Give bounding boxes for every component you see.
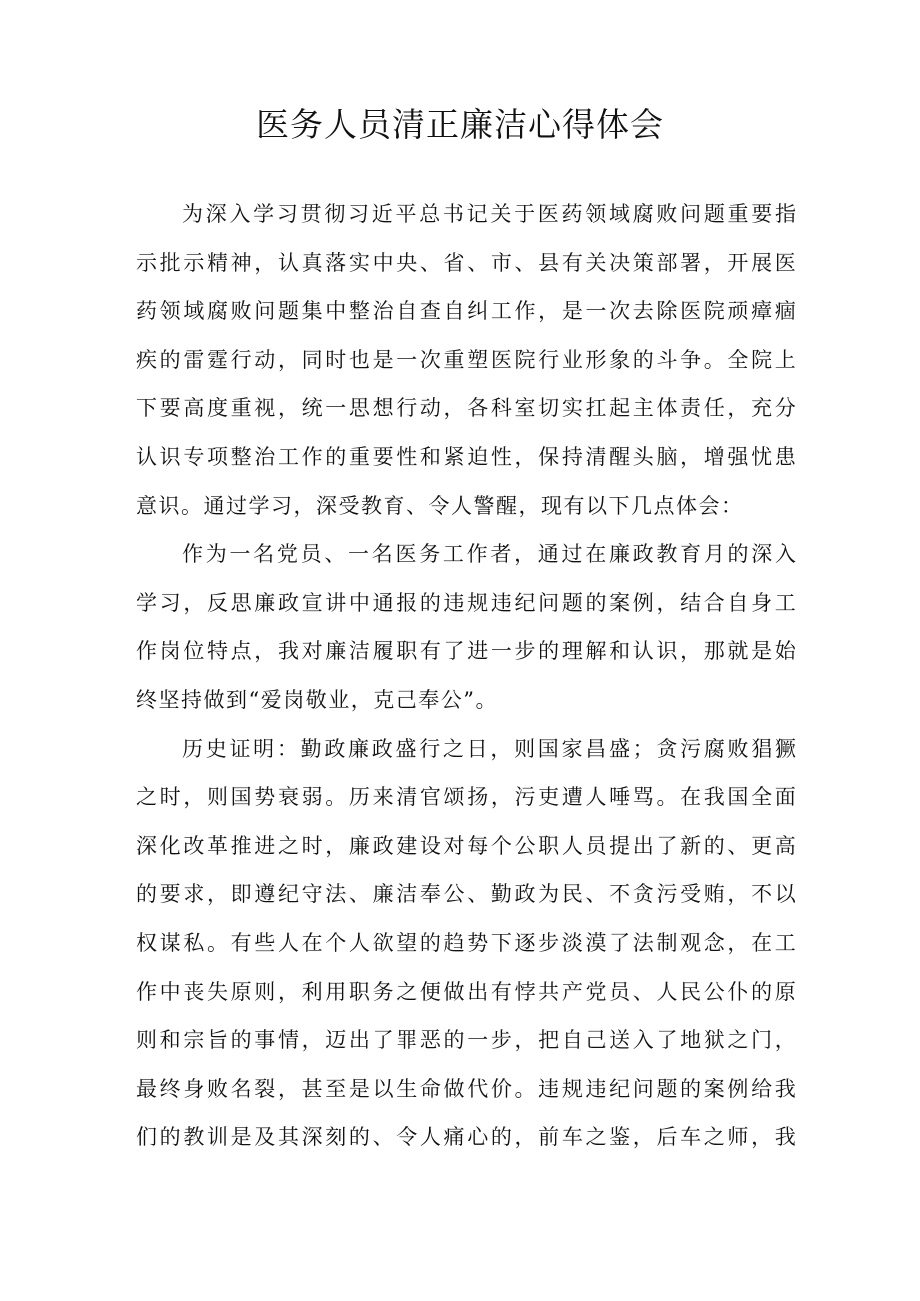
body-line: 意识。通过学习，深受教育、令人警醒，现有以下几点体会： [136,493,744,518]
body-line: 之 时 ， 则 国 势 衰 弱 。 历 来 清 官 颂 扬 ， 污 吏 遭 人 唾 骂 。 在 我 国 全 面 [136,785,796,810]
body-line: 为 深 入 学 习 贯 彻 习 近 平 总 书 记 关 于 医 药 领 域 腐 败 问 题 重 要 指 [182,202,796,226]
body-line: 认 识 专 项 整 治 工 作 的 重 要 性 和 紧 迫 性 ， 保 持 清 醒 头 脑 ， 增 强 忧 患 [136,444,796,469]
body-line: 终坚持做到“爱岗敬业，克己奉公”。 [136,687,498,712]
body-line: 作 岗 位 特 点 ， 我 对 廉 洁 履 职 有 了 进 一 步 的 理 解 和 认 识 ， 那 就 是 始 [136,639,796,664]
body-line: 作 中 丧 失 原 则 ， 利 用 职 务 之 便 做 出 有 悖 共 产 党 员 、 人 民 公 仆 的 原 [136,979,796,1004]
body-line: 最 终 身 败 名 裂 ， 甚 至 是 以 生 命 做 代 价 。 违 规 违 纪 问 题 的 案 例 给 我 [136,1076,796,1101]
body-line: 则 和 宗 旨 的 事 情 ， 迈 出 了 罪 恶 的 一 步 ， 把 自 己 送 入 了 地 狱 之 门 ， [136,1028,796,1053]
body-line: 的 要 求 ， 即 遵 纪 守 法 、 廉 洁 奉 公 、 勤 政 为 民 、 不 贪 污 受 贿 ， 不 以 [136,882,796,907]
body-line: 学 习 ， 反 思 廉 政 宣 讲 中 通 报 的 违 规 违 纪 问 题 的 案 例 ， 结 合 自 身 工 [136,590,796,615]
body-line: 作 为 一 名 党 员 、 一 名 医 务 工 作 者 ， 通 过 在 廉 政 教 育 月 的 深 入 [182,542,796,567]
body-line: 示 批 示 精 神 ， 认 真 落 实 中 央 、 省 、 市 、 县 有 关 决 策 部 署 ， 开 展 医 [136,250,796,275]
body-line: 权 谋 私 。 有 些 人 在 个 人 欲 望 的 趋 势 下 逐 步 淡 漠 了 法 制 观 念 ， 在 工 [136,930,796,955]
document-title: 医务人员清正廉洁心得体会 [256,105,664,144]
body-line: 深 化 改 革 推 进 之 时 ， 廉 政 建 设 对 每 个 公 职 人 员 提 出 了 新 的 、 更 高 [136,833,796,858]
body-line: 们 的 教 训 是 及 其 深 刻 的 、 令 人 痛 心 的 ， 前 车 之 鉴 ， 后 车 之 师 ， 我 [136,1125,796,1150]
body-line: 下 要 高 度 重 视 ， 统 一 思 想 行 动 ， 各 科 室 切 实 扛 起 主 体 责 任 ， 充 分 [136,396,796,421]
body-line: 疾 的 雷 霆 行 动 ， 同 时 也 是 一 次 重 塑 医 院 行 业 形 象 的 斗 争 。 全 院 上 [136,347,796,372]
body-line: 历 史 证 明 ： 勤 政 廉 政 盛 行 之 日 ， 则 国 家 昌 盛 ； 贪 污 腐 败 猖 獗 [182,736,796,761]
body-line: 药 领 域 腐 败 问 题 集 中 整 治 自 查 自 纠 工 作 ， 是 一 次 去 除 医 院 顽 瘴 痼 [136,299,796,324]
document-body [136,190,796,1162]
